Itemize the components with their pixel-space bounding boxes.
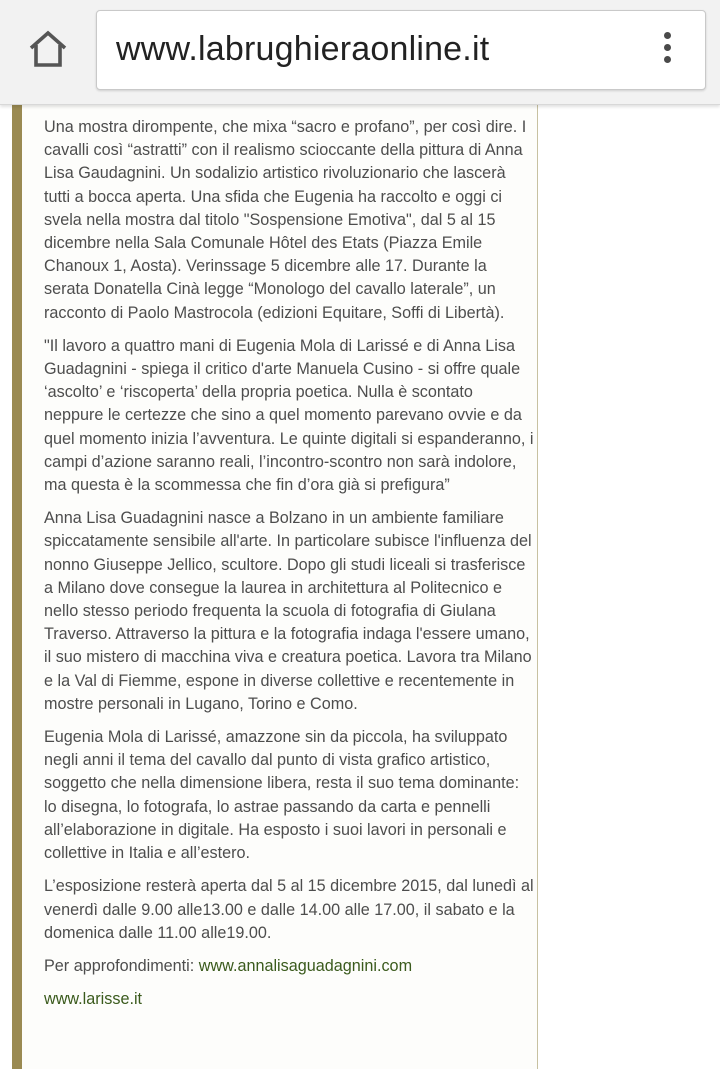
article-body bbox=[44, 116, 534, 1021]
more-vert-icon[interactable] bbox=[655, 32, 679, 68]
article-paragraph-quote: "Il lavoro a quattro mani di Eugenia Mola di Larissé e di Anna Lisa Guadagnini - spiega il critico d'arte Manuela Cusino - si offre quale ‘ascolto’ e ‘riscoperta’ della propria poetica. Nulla è scontato neppure le certezze che sino a quel momento parevano ovvie e da quel momento inizia l’avventura. Le quinte digitali si espanderanno, i campi d’azione saranno reali, l’incontro-scontro non sarà indolore, ma questa è la scommessa che fin d’ora già si prefigura” bbox=[44, 336, 534, 495]
link-annalisaguadagnini[interactable]: www.annalisaguadagnini.com bbox=[198, 956, 413, 975]
url-text[interactable]: www.labrughieraonline.it bbox=[116, 30, 490, 68]
article-paragraph-intro: Una mostra dirompente, che mixa “sacro e profano”, per così dire. I cavalli così “astratti” con il realismo scioccante della pittura di Anna Lisa Gaudagnini. Un sodalizio artistico rivoluzionario che lascerà tutti a bocca aperta. Una sfida che Eugenia ha raccolto e oggi ci svela nella mostra dal titolo "Sospensione Emotiva", dal 5 al 15 dicembre nella Sala Comunale Hôtel des Etats (Piazza Emile Chanoux 1, Aosta). Verinssage 5 dicembre alle 17. Durante la serata Donatella Cinà legge “Monologo del cavallo laterale”, un racconto di Paolo Mastrocola (edizioni Equitare, Soffi di Libertà). bbox=[44, 118, 527, 322]
larisse-link-line bbox=[44, 988, 534, 1011]
right-sidebar bbox=[538, 104, 720, 1069]
article-paragraph-guadagnini-bio: Anna Lisa Guadagnini nasce a Bolzano in un ambiente familiare spiccatamente sensibile all'arte. In particolare subisce l'influenza del nonno Giuseppe Jellico, scultore. Dopo gli studi liceali si trasferisce a Milano dove consegue la laurea in architettura al Politecnico e nello stesso periodo frequenta la scuola di fotografia di Giulana Traverso. Attraverso la pittura e la fotografia indaga l'essere umano, il suo mistero di macchina viva e creatura poetica. Lavora tra Milano e la Val di Fiemme, espone in diverse collettive e recentemente in mostre personali in Lugano, Torino e Como. bbox=[44, 509, 532, 713]
more-info-line bbox=[44, 955, 534, 978]
more-info-label: Per approfondimenti: bbox=[44, 956, 199, 975]
article-paragraph-larisse-bio: Eugenia Mola di Larissé, amazzone sin da piccola, ha sviluppato negli anni il tema del cavallo dal punto di vista grafico artistico, soggetto che nella dimensione libera, resta il suo tema dominante: lo disegna, lo fotografa, lo astrae passando da carta e pennelli all’elaborazione in digitale. Ha esposto i suoi lavori in personali e collettive in Italia e all’estero. bbox=[44, 728, 520, 863]
home-icon[interactable] bbox=[26, 27, 70, 71]
left-border bbox=[0, 104, 22, 1069]
address-bar[interactable] bbox=[96, 10, 706, 90]
decorative-stripe bbox=[12, 104, 22, 1069]
link-larisse[interactable]: www.larisse.it bbox=[44, 990, 143, 1009]
article-column bbox=[22, 104, 538, 1069]
article-paragraph-opening-hours: L’esposizione resterà aperta dal 5 al 15 dicembre 2015, dal lunedì al venerdì dalle 9.00 alle13.00 e dalle 14.00 alle 17.00, il sabato e la domenica dalle 11.00 alle19.00. bbox=[44, 877, 534, 942]
browser-toolbar bbox=[0, 0, 720, 105]
